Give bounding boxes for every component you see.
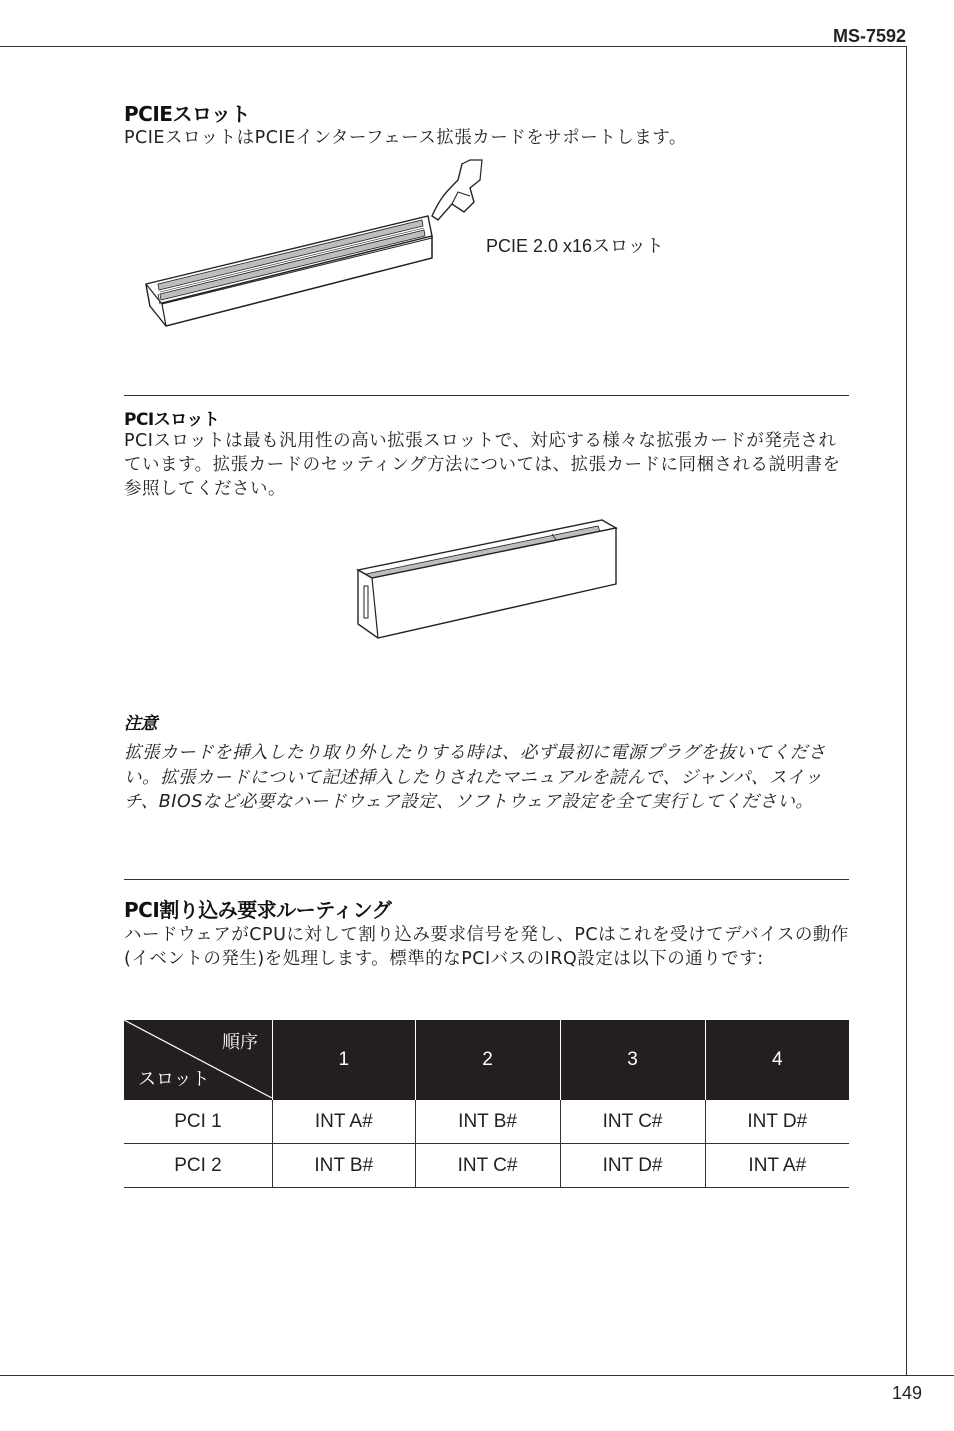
model-number: MS-7592 [832,26,906,46]
column-header: 1 [273,1020,416,1100]
section-divider-2 [124,879,849,880]
section-divider [124,395,849,396]
pci-slot-illustration [352,512,622,644]
irq-description: ハードウェアがCPUに対して割り込み要求信号を発し、PCはこれを受けてデバイスの動作(イベントの発生)を処理します。標準的なPCIバスのIRQ設定は以下の通りです: [124,925,849,969]
corner-label-slot: スロット [138,1069,210,1090]
table-row [124,1100,849,1144]
note-body: 拡張カードを挿入したり取り外したりする時は、必ず最初に電源プラグを抜いてください。拡張カードについて記述挿入したりされたマニュアルを読んで、ジャンパ、スイッチ、BIOSなど必要なハードウェア設定、ソフトウェア設定を全て実行してください。 [124,743,826,812]
table-cell: INT D# [560,1144,705,1188]
table-cell: INT B# [273,1144,416,1188]
table-row [124,1144,849,1188]
page-number: 149 [891,1383,922,1403]
footer-rule [0,1375,954,1376]
table-cell: INT C# [415,1144,560,1188]
pcie-slot-illustration [140,158,490,330]
table-cell: INT B# [415,1100,560,1144]
row-slot-label: PCI 1 [124,1100,273,1144]
table-header-row [124,1020,849,1100]
irq-table-wrapper [124,1020,849,1188]
irq-heading: PCI割り込み要求ルーティング [124,898,392,922]
table-corner-cell [124,1020,273,1100]
pci-description: PCIスロットは最も汎用性の高い拡張スロットで、対応する様々な拡張カードが発売されています。拡張カードのセッティング方法については、拡張カードに同梱される説明書を参照してください。 [124,431,841,499]
note-heading: 注意 [124,714,157,734]
margin-rule [906,46,907,1376]
corner-label-order: 順序 [222,1032,258,1053]
table-cell: INT D# [705,1100,849,1144]
column-header: 3 [560,1020,705,1100]
irq-routing-table [124,1020,849,1188]
table-cell: INT A# [273,1100,416,1144]
column-header: 2 [415,1020,560,1100]
pci-heading: PCIスロット [124,410,220,430]
table-cell: INT A# [705,1144,849,1188]
pcie-heading: PCIEスロット [124,102,251,126]
header-rule [0,46,907,47]
pcie-description: PCIEスロットはPCIEインターフェース拡張カードをサポートします。 [124,128,687,148]
column-header: 4 [705,1020,849,1100]
row-slot-label: PCI 2 [124,1144,273,1188]
pcie-slot-caption: PCIE 2.0 x16スロット [486,236,664,256]
table-cell: INT C# [560,1100,705,1144]
